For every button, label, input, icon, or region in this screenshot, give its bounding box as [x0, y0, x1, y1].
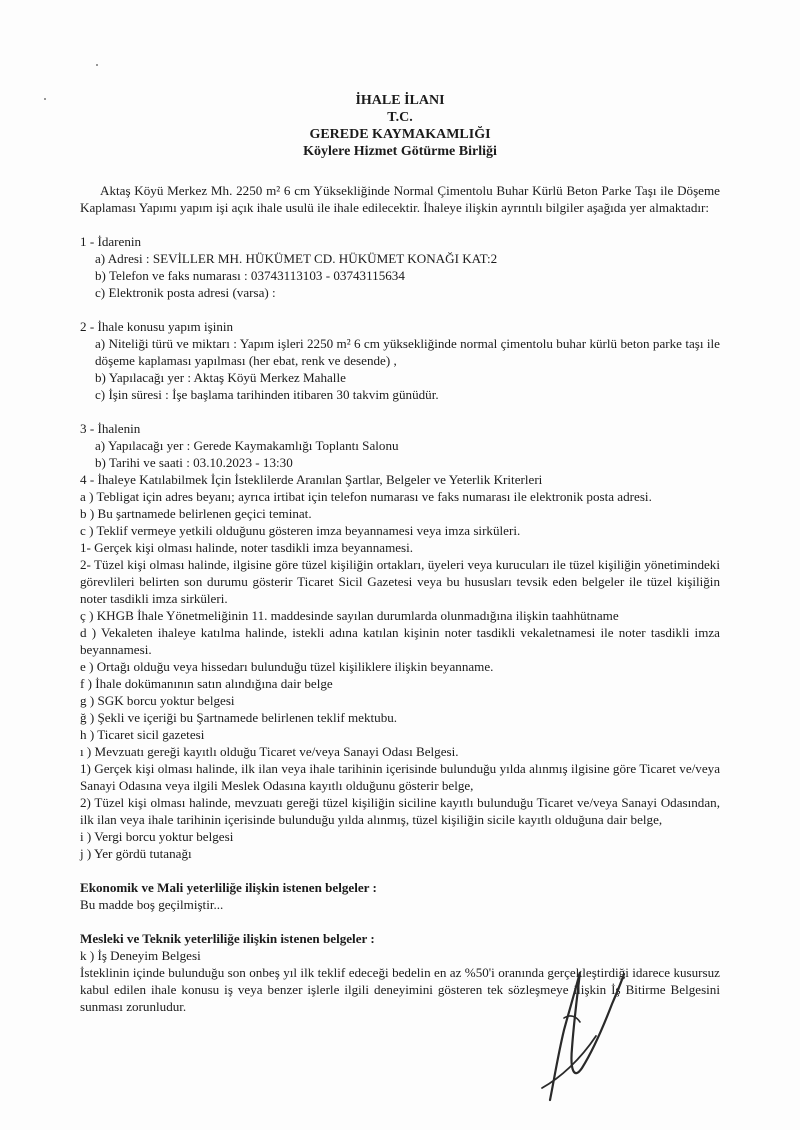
experience-text: İsteklinin içinde bulunduğu son onbeş yıl ilk teklif edeceği bedelin en az %50'i oranında gerçekleştirdiği idarece kusursuz kabul edilen ihale konusu iş veya benzer işlerle ilgili deneyimini gösteren tek sözleşmeye ilişkin İş Bitirme Belgesini sunması zorunludur. [80, 965, 720, 1014]
header-authority: GEREDE KAYMAKAMLIĞI [309, 127, 491, 142]
section-heading: 4 - İhaleye Katılabilmek İçin İsteklilerde Aranılan Şartlar, Belgeler ve Yeterlik Kriterleri [80, 472, 543, 487]
requirement-item: a ) Tebligat için adres beyanı; ayrıca irtibat için telefon numarası ve faks numarası ile elektronik posta adresi. [80, 489, 652, 504]
work-duration-line: c) İşin süresi : İşe başlama tarihinden itibaren 30 takvim günüdür. [95, 387, 439, 402]
signature [520, 960, 640, 1110]
document-title: İHALE İLANI [355, 93, 445, 108]
requirement-item: j ) Yer gördü tutanağı [80, 846, 192, 861]
requirement-item: ç ) KHGB İhale Yönetmeliğinin 11. maddesinde sayılan durumlarda olunmadığına ilişkin taahhütname [80, 608, 619, 623]
address-line: a) Adresi : SEVİLLER MH. HÜKÜMET CD. HÜKÜMET KONAĞI KAT:2 [95, 251, 498, 266]
section-heading: 2 - İhale konusu yapım işinin [80, 319, 234, 334]
economic-text: Bu madde boş geçilmiştir... [80, 897, 224, 912]
requirement-item: 1) Gerçek kişi olması halinde, ilk ilan veya ihale tarihinin içerisinde bulunduğu yılda alınmış ilgisine göre Ticaret ve/veya Sanayi Odasına veya ilgili Meslek Odasına kayıtlı olduğunu gösterir belge, [80, 761, 720, 793]
section-4 [80, 471, 720, 862]
tender-location-line: a) Yapılacağı yer : Gerede Kaymakamlığı Toplantı Salonu [95, 438, 399, 453]
economic-section [80, 879, 720, 913]
phone-fax-line: b) Telefon ve faks numarası : 03743113103 - 03743115634 [95, 268, 405, 283]
requirement-item: 2) Tüzel kişi olması halinde, mevzuatı gereği tüzel kişiliğin siciline kayıtlı bulunduğu Ticaret ve/veya Sanayi Odasından, ilk ilan veya ihale tarihinin içerisinde bulunduğu yılda alınmış, tüzel kişiliğin sicile kayıtlı olduğuna dair belge, [80, 795, 720, 827]
technical-heading: Mesleki ve Teknik yeterliliğe ilişkin istenen belgeler : [80, 931, 375, 946]
requirement-item: d ) Vekaleten ihaleye katılma halinde, istekli adına katılan kişinin noter tasdikli vekaletnamesi ile noter tasdikli imza beyannamesi. [80, 625, 720, 657]
scan-speck [96, 64, 98, 66]
email-line: c) Elektronik posta adresi (varsa) : [95, 285, 276, 300]
requirement-item: f ) İhale dokümanının satın alındığına dair belge [80, 676, 333, 691]
section-1 [80, 233, 720, 301]
document-body [80, 182, 720, 1015]
economic-heading: Ekonomik ve Mali yeterliliğe ilişkin istenen belgeler : [80, 880, 377, 895]
requirement-item: ğ ) Şekli ve içeriği bu Şartnamede belirlenen teklif mektubu. [80, 710, 398, 725]
requirement-item: g ) SGK borcu yoktur belgesi [80, 693, 235, 708]
section-heading: 1 - İdarenin [80, 234, 142, 249]
requirement-item: 1- Gerçek kişi olması halinde, noter tasdikli imza beyannamesi. [80, 540, 414, 555]
header-union: Köylere Hizmet Götürme Birliği [303, 144, 497, 159]
work-location-line: b) Yapılacağı yer : Aktaş Köyü Merkez Mahalle [95, 370, 346, 385]
section-3 [80, 420, 720, 471]
experience-doc-line: k ) İş Deneyim Belgesi [80, 948, 201, 963]
section-heading: 3 - İhalenin [80, 421, 141, 436]
tender-datetime-line: b) Tarihi ve saati : 03.10.2023 - 13:30 [95, 455, 293, 470]
document-header [0, 92, 800, 160]
requirement-item: i ) Vergi borcu yoktur belgesi [80, 829, 234, 844]
header-tc: T.C. [387, 110, 413, 125]
requirement-item: b ) Bu şartnamede belirlenen geçici teminat. [80, 506, 312, 521]
requirement-item: 2- Tüzel kişi olması halinde, ilgisine göre tüzel kişiliğin ortakları, üyeleri veya kurucuları ile tüzel kişiliğin yönetimindeki görevlileri belirten son durumu gösterir Ticaret Sicil Gazetesi veya bu hususları tevsik eden belgeler ile tüzel kişiliğin noter tasdikli imza sirküleri. [80, 557, 720, 606]
work-nature-line: a) Niteliği türü ve miktarı : Yapım işleri 2250 m² 6 cm yüksekliğinde normal çimentolu buhar kürlü beton parke taşı ile döşeme kaplaması yapılması (her ebat, renk ve desende) , [95, 336, 720, 368]
intro-paragraph: Aktaş Köyü Merkez Mh. 2250 m² 6 cm Yüksekliğinde Normal Çimentolu Buhar Kürlü Beton Parke Taşı ile Döşeme Kaplaması Yapımı yapım işi açık ihale usulü ile ihale edilecektir. İhaleye ilişkin ayrıntılı bilgiler aşağıda yer almaktadır: [80, 183, 720, 215]
section-2 [80, 318, 720, 403]
requirement-item: h ) Ticaret sicil gazetesi [80, 727, 205, 742]
requirement-item: ı ) Mevzuatı gereği kayıtlı olduğu Ticaret ve/veya Sanayi Odası Belgesi. [80, 744, 459, 759]
requirement-item: c ) Teklif vermeye yetkili olduğunu gösteren imza beyannamesi veya imza sirküleri. [80, 523, 521, 538]
requirement-item: e ) Ortağı olduğu veya hissedarı bulunduğu tüzel kişiliklere ilişkin beyanname. [80, 659, 494, 674]
